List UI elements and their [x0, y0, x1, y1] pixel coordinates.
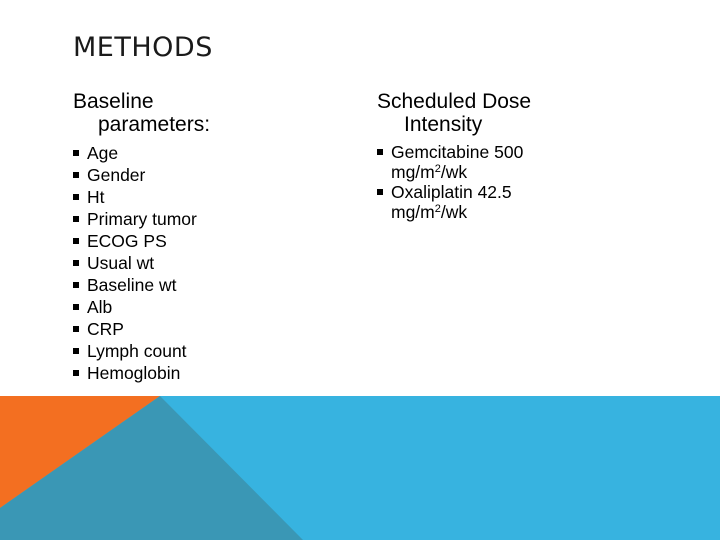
heading-line: Scheduled Dose: [377, 90, 532, 113]
drug-dose: Gemcitabine 500: [391, 142, 524, 162]
list-item: [73, 340, 333, 362]
slide-title: METHODS: [73, 32, 213, 63]
square-bullet-icon: [73, 172, 79, 178]
unit-superscript: 2: [434, 203, 441, 215]
item-label: Primary tumor: [87, 209, 197, 229]
square-bullet-icon: [73, 348, 79, 354]
dose-item: [377, 182, 637, 222]
square-bullet-icon: [73, 370, 79, 376]
baseline-parameters-column: [73, 90, 333, 384]
decorative-footer-shapes: [0, 396, 720, 540]
square-bullet-icon: [73, 304, 79, 310]
unit-superscript: 2: [434, 163, 441, 175]
item-label: Alb: [87, 297, 113, 317]
item-label: Usual wt: [87, 253, 155, 273]
baseline-parameters-heading: [73, 90, 333, 136]
item-label: Hemoglobin: [87, 363, 181, 383]
list-item: [73, 274, 333, 296]
list-item: [73, 230, 333, 252]
square-bullet-icon: [73, 216, 79, 222]
unit-text: mg/m: [391, 162, 435, 182]
drug-dose: Oxaliplatin 42.5: [391, 182, 512, 202]
square-bullet-icon: [73, 150, 79, 156]
square-bullet-icon: [73, 326, 79, 332]
list-item: [73, 252, 333, 274]
square-bullet-icon: [377, 149, 383, 155]
baseline-parameters-list: [73, 142, 333, 384]
dose-unit: [391, 162, 637, 182]
item-label: Baseline wt: [87, 275, 177, 295]
unit-text: /wk: [440, 202, 468, 222]
item-label: Age: [87, 143, 119, 163]
item-label: Gender: [87, 165, 146, 185]
item-label: Ht: [87, 187, 105, 207]
list-item: [73, 142, 333, 164]
list-item: [73, 164, 333, 186]
unit-text: /wk: [440, 162, 468, 182]
list-item: [73, 318, 333, 340]
dose-list: [377, 142, 637, 222]
heading-line: parameters:: [98, 113, 211, 136]
scheduled-dose-intensity-column: [377, 90, 637, 222]
heading-line: Baseline: [73, 90, 154, 113]
heading-line: Intensity: [404, 113, 483, 136]
scheduled-dose-intensity-heading: [377, 90, 637, 136]
item-label: Lymph count: [87, 341, 187, 361]
square-bullet-icon: [73, 282, 79, 288]
dose-item: [377, 142, 637, 182]
dose-unit: [391, 202, 637, 222]
list-item: [73, 296, 333, 318]
item-label: ECOG PS: [87, 231, 167, 251]
unit-text: mg/m: [391, 202, 435, 222]
list-item: [73, 186, 333, 208]
square-bullet-icon: [73, 260, 79, 266]
square-bullet-icon: [377, 189, 383, 195]
item-label: CRP: [87, 319, 124, 339]
list-item: [73, 362, 333, 384]
square-bullet-icon: [73, 238, 79, 244]
square-bullet-icon: [73, 194, 79, 200]
list-item: [73, 208, 333, 230]
